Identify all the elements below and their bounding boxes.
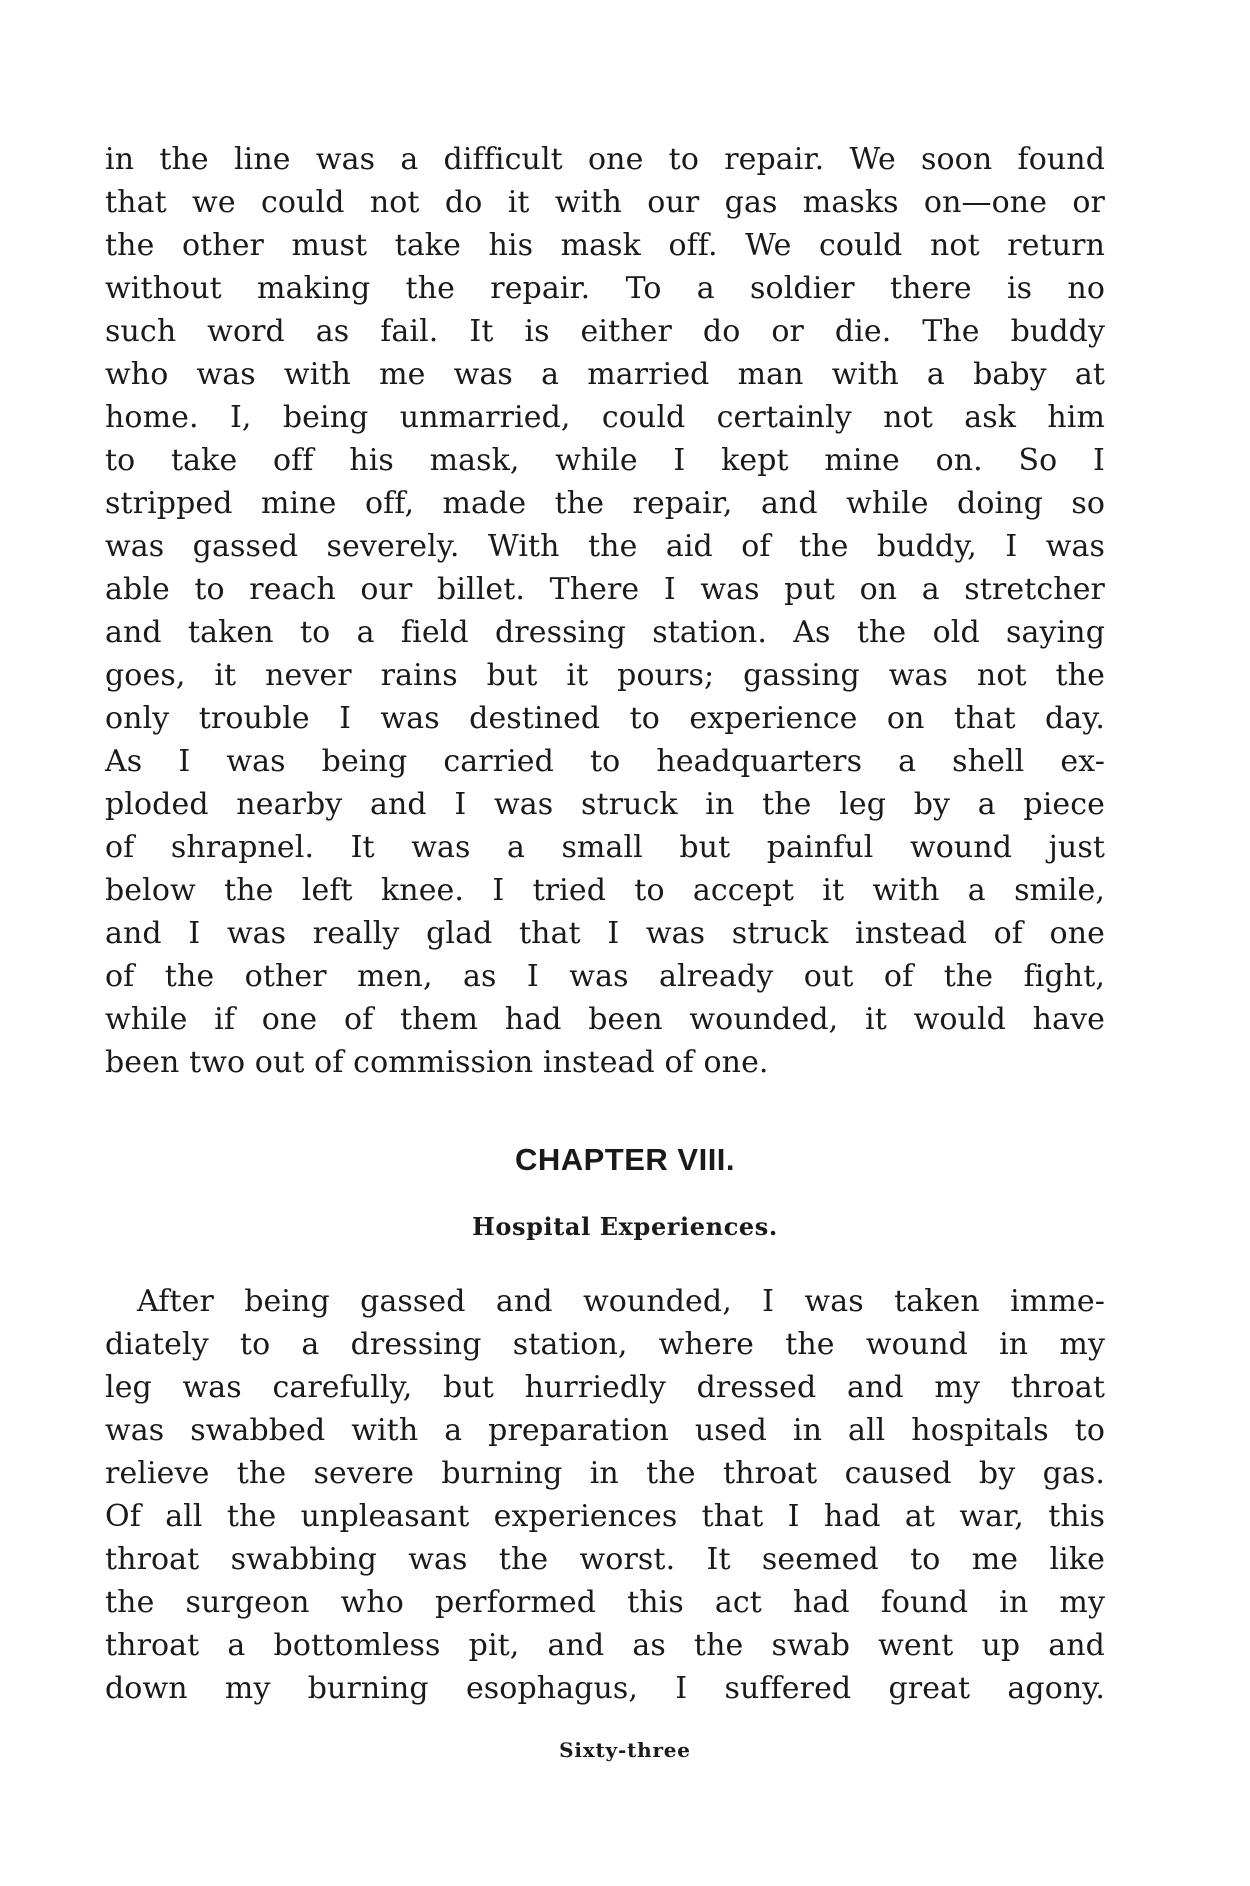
text-line: ploded nearby and I was struck in the leg by a piece — [105, 787, 1105, 822]
text-line: As I was being carried to headquarters a shell ex- — [105, 744, 1105, 779]
text-line: the other must take his mask off. We could not return — [105, 228, 1105, 263]
continued-paragraph — [105, 138, 1105, 1084]
text-line: Of all the unpleasant experiences that I had at war, this — [105, 1499, 1105, 1534]
chapter-paragraph — [105, 1280, 1105, 1710]
text-line: who was with me was a married man with a baby at — [105, 357, 1105, 392]
text-line: and I was really glad that I was struck instead of one — [105, 916, 1105, 951]
chapter-title: CHAPTER VIII. — [514, 1142, 736, 1177]
text-line: was swabbed with a preparation used in all hospitals to — [105, 1413, 1105, 1448]
text-line: home. I, being unmarried, could certainly not ask him — [105, 400, 1105, 435]
text-line: the surgeon who performed this act had found in my — [105, 1585, 1105, 1620]
text-line: in the line was a difficult one to repair. We soon found — [105, 142, 1105, 177]
text-line: throat swabbing was the worst. It seemed to me like — [105, 1542, 1105, 1577]
page-number: Sixty-three — [559, 1738, 691, 1762]
text-line: leg was carefully, but hurriedly dressed and my throat — [105, 1370, 1105, 1405]
text-line: while if one of them had been wounded, it would have — [105, 1002, 1105, 1037]
text-line: to take off his mask, while I kept mine on. So I — [105, 443, 1105, 478]
text-line: able to reach our billet. There I was put on a stretcher — [105, 572, 1105, 607]
text-line: and taken to a field dressing station. As the old saying — [105, 615, 1105, 650]
text-line: such word as fail. It is either do or die. The buddy — [105, 314, 1105, 349]
text-line: of the other men, as I was already out of the fight, — [105, 959, 1105, 994]
text-line: throat a bottomless pit, and as the swab went up and — [105, 1628, 1105, 1663]
text-line: that we could not do it with our gas masks on—one or — [105, 185, 1105, 220]
text-line: without making the repair. To a soldier there is no — [105, 271, 1105, 306]
text-line: diately to a dressing station, where the wound in my — [105, 1327, 1105, 1362]
text-line: relieve the severe burning in the throat caused by gas. — [105, 1456, 1105, 1491]
text-line: of shrapnel. It was a small but painful wound just — [105, 830, 1105, 865]
text-line: only trouble I was destined to experience on that day. — [105, 701, 1105, 736]
text-line: After being gassed and wounded, I was taken imme- — [137, 1284, 1105, 1319]
text-line: down my burning esophagus, I suffered great agony. — [105, 1671, 1105, 1706]
text-line: been two out of commission instead of one. — [105, 1045, 769, 1080]
chapter-subtitle: Hospital Experiences. — [472, 1212, 778, 1241]
text-line: was gassed severely. With the aid of the buddy, I was — [105, 529, 1105, 564]
text-line: below the left knee. I tried to accept it with a smile, — [105, 873, 1105, 908]
text-line: goes, it never rains but it pours; gassing was not the — [105, 658, 1105, 693]
text-line: stripped mine off, made the repair, and while doing so — [105, 486, 1105, 521]
